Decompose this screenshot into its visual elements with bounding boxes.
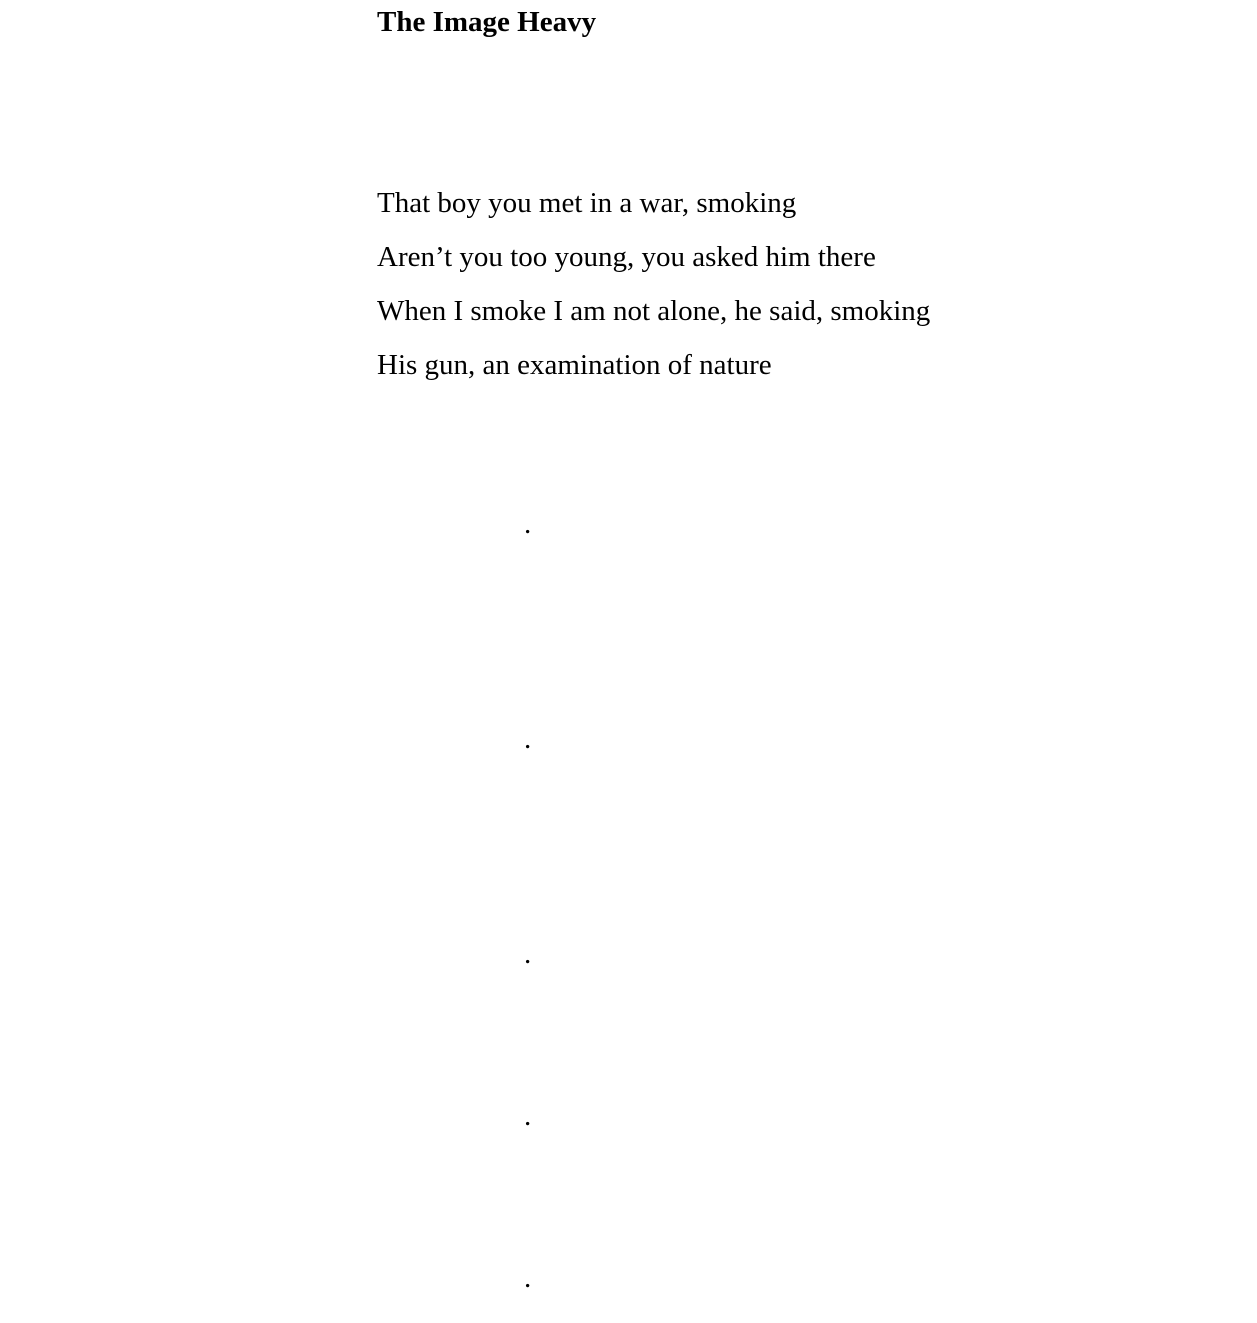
section-break-dot: . [524, 1262, 532, 1294]
poem-line-1: That boy you met in a war, smoking [377, 187, 797, 219]
poem-stanza [377, 176, 930, 392]
section-break-dot: . [524, 1100, 532, 1132]
poem-line-4: His gun, an examination of nature [377, 349, 772, 381]
poem-line-2: Aren’t you too young, you asked him there [377, 241, 876, 273]
poem-line-3: When I smoke I am not alone, he said, smoking [377, 295, 931, 327]
poem-title: The Image Heavy [377, 6, 597, 38]
section-break-dot: . [524, 938, 532, 970]
section-break-dot: . [524, 723, 532, 755]
section-break-dot: . [524, 508, 532, 540]
